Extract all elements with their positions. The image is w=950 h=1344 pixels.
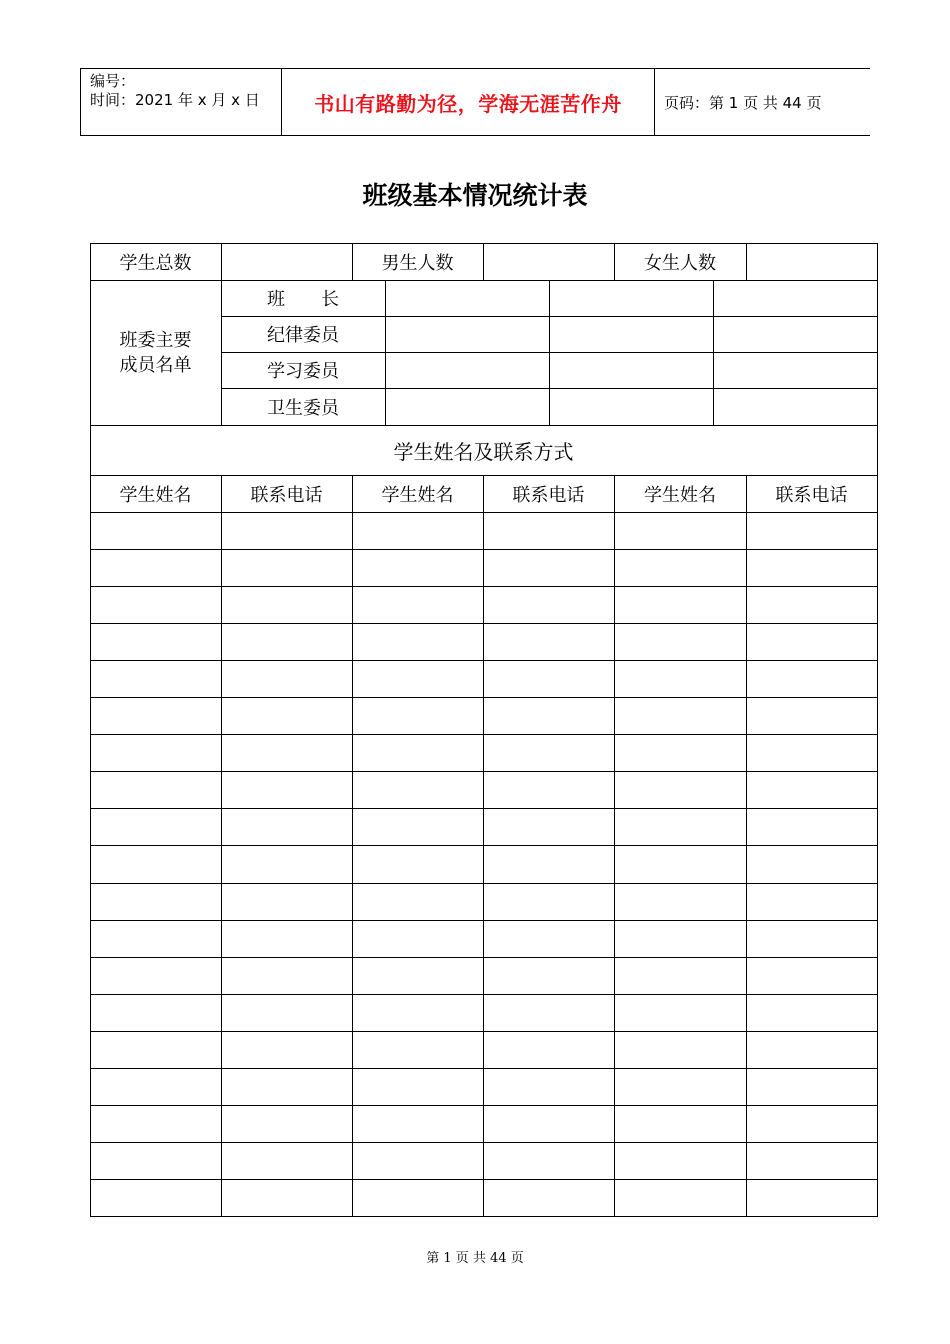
student-name-cell[interactable] [352,883,483,920]
phone-cell[interactable] [221,957,352,994]
student-name-cell[interactable] [352,734,483,771]
phone-cell[interactable] [483,660,614,697]
student-name-cell[interactable] [352,586,483,623]
student-name-cell[interactable] [352,957,483,994]
phone-cell[interactable] [746,920,877,957]
student-name-cell[interactable] [614,957,746,994]
student-name-cell[interactable] [352,1031,483,1068]
student-name-cell[interactable] [90,549,221,586]
female-count-label: 女生人数 [644,252,716,274]
phone-cell[interactable] [746,660,877,697]
phone-cell[interactable] [221,1142,352,1179]
committee-label-line: 成员名单 [119,354,192,376]
student-name-cell[interactable] [614,1105,746,1142]
header-divider [80,68,81,136]
total-students-value[interactable] [221,243,352,280]
student-name-cell[interactable] [614,1068,746,1105]
phone-cell[interactable] [746,1179,877,1216]
phone-cell[interactable] [746,845,877,882]
total-students-label: 学生总数 [119,252,192,274]
phone-cell[interactable] [221,920,352,957]
page-title: 班级基本情况统计表 [362,181,588,210]
student-name-cell[interactable] [352,920,483,957]
student-name-cell[interactable] [352,1142,483,1179]
phone-cell[interactable] [221,883,352,920]
phone-cell[interactable] [746,957,877,994]
student-name-cell[interactable] [352,660,483,697]
student-name-cell[interactable] [614,920,746,957]
phone-cell[interactable] [221,1105,352,1142]
phone-cell[interactable] [483,920,614,957]
contacts-section-title: 学生姓名及联系方式 [393,439,574,464]
student-name-cell[interactable] [90,1105,221,1142]
phone-cell[interactable] [746,586,877,623]
phone-cell[interactable] [221,1031,352,1068]
header-page-info: 页码：第 1 页 共 44 页 [664,93,822,112]
phone-cell[interactable] [483,1179,614,1216]
student-name-cell[interactable] [352,549,483,586]
phone-cell[interactable] [483,1031,614,1068]
phone-cell[interactable] [483,808,614,845]
serial-label: 编号： [90,72,136,90]
col-header-name: 学生姓名 [381,484,454,506]
col-header-phone: 联系电话 [250,484,323,506]
phone-cell[interactable] [746,1068,877,1105]
male-count-label: 男生人数 [381,252,454,274]
phone-cell[interactable] [746,1105,877,1142]
student-name-cell[interactable] [90,845,221,882]
phone-cell[interactable] [483,1142,614,1179]
table-rule [90,425,877,426]
phone-cell[interactable] [746,1031,877,1068]
student-name-cell[interactable] [90,957,221,994]
student-name-cell[interactable] [614,845,746,882]
student-name-cell[interactable] [90,1179,221,1216]
student-name-cell[interactable] [614,697,746,734]
student-name-cell[interactable] [90,697,221,734]
student-name-cell[interactable] [352,771,483,808]
page-footer: 第 1 页 共 44 页 [426,1251,524,1266]
table-rule [221,352,877,353]
table-rule [221,316,877,317]
table-rule [221,243,222,280]
student-name-cell[interactable] [352,697,483,734]
phone-cell[interactable] [483,697,614,734]
table-rule [877,243,878,1216]
table-rule [221,388,877,389]
table-rule [614,243,615,280]
student-name-cell[interactable] [614,1031,746,1068]
student-name-cell[interactable] [614,549,746,586]
col-header-phone: 联系电话 [775,484,848,506]
student-name-cell[interactable] [614,660,746,697]
phone-cell[interactable] [221,512,352,549]
header-divider [654,68,655,136]
student-name-cell[interactable] [614,1179,746,1216]
student-name-cell[interactable] [90,1142,221,1179]
student-name-cell[interactable] [614,771,746,808]
phone-cell[interactable] [221,1068,352,1105]
phone-cell[interactable] [483,771,614,808]
female-count-value[interactable] [746,243,877,280]
phone-cell[interactable] [483,1068,614,1105]
male-count-value[interactable] [483,243,614,280]
role-discipline: 纪律委员 [267,325,339,346]
student-name-cell[interactable] [90,734,221,771]
phone-cell[interactable] [746,512,877,549]
student-name-cell[interactable] [352,1068,483,1105]
student-name-cell[interactable] [90,1068,221,1105]
table-rule [483,243,484,280]
phone-cell[interactable] [483,883,614,920]
phone-cell[interactable] [221,771,352,808]
phone-cell[interactable] [221,845,352,882]
phone-cell[interactable] [483,1105,614,1142]
student-name-cell[interactable] [614,512,746,549]
phone-cell[interactable] [746,883,877,920]
phone-cell[interactable] [746,771,877,808]
student-name-cell[interactable] [90,512,221,549]
student-name-cell[interactable] [90,920,221,957]
student-name-cell[interactable] [90,623,221,660]
student-name-cell[interactable] [352,623,483,660]
phone-cell[interactable] [221,734,352,771]
phone-cell[interactable] [483,586,614,623]
col-header-name: 学生姓名 [119,484,192,506]
phone-cell[interactable] [746,549,877,586]
student-name-cell[interactable] [90,808,221,845]
student-name-cell[interactable] [90,771,221,808]
student-name-cell[interactable] [614,734,746,771]
table-rule [90,280,877,281]
header-meta [90,72,280,110]
student-name-cell[interactable] [352,994,483,1031]
committee-label-line: 班委主要 [119,329,192,351]
student-name-cell[interactable] [352,1105,483,1142]
student-name-cell[interactable] [90,660,221,697]
student-name-cell[interactable] [352,845,483,882]
col-header-name: 学生姓名 [644,484,716,506]
phone-cell[interactable] [746,623,877,660]
phone-cell[interactable] [221,994,352,1031]
phone-cell[interactable] [221,1179,352,1216]
student-name-cell[interactable] [90,586,221,623]
student-name-cell[interactable] [352,808,483,845]
phone-cell[interactable] [483,845,614,882]
phone-cell[interactable] [746,808,877,845]
student-name-cell[interactable] [90,883,221,920]
phone-cell[interactable] [483,549,614,586]
table-rule [352,243,353,280]
phone-cell[interactable] [221,549,352,586]
student-name-cell[interactable] [90,1031,221,1068]
student-name-cell[interactable] [614,623,746,660]
student-name-cell[interactable] [614,1142,746,1179]
committee-group-label [90,280,221,425]
student-name-cell[interactable] [90,994,221,1031]
phone-cell[interactable] [221,623,352,660]
phone-cell[interactable] [746,734,877,771]
phone-cell[interactable] [483,623,614,660]
phone-cell[interactable] [483,994,614,1031]
student-name-cell[interactable] [614,994,746,1031]
phone-cell[interactable] [746,697,877,734]
phone-cell[interactable] [221,697,352,734]
phone-cell[interactable] [221,586,352,623]
phone-cell[interactable] [221,660,352,697]
student-name-cell[interactable] [352,1179,483,1216]
phone-cell[interactable] [746,994,877,1031]
col-header-phone: 联系电话 [512,484,585,506]
table-rule [746,243,747,280]
header-motto: 书山有路勤为径，学海无涯苦作舟 [314,91,622,116]
phone-cell[interactable] [746,1142,877,1179]
role-monitor: 班 长 [267,289,339,310]
student-name-cell[interactable] [352,512,483,549]
student-name-cell[interactable] [614,808,746,845]
phone-cell[interactable] [221,808,352,845]
table-rule [90,243,878,244]
student-name-cell[interactable] [614,586,746,623]
phone-cell[interactable] [483,734,614,771]
role-hygiene: 卫生委员 [267,397,339,419]
table-rule [90,1216,878,1217]
phone-cell[interactable] [483,957,614,994]
student-name-cell[interactable] [614,883,746,920]
role-study: 学习委员 [267,361,339,382]
phone-cell[interactable] [483,512,614,549]
time-label: 时间：2021 年 x 月 x 日 [90,91,260,109]
